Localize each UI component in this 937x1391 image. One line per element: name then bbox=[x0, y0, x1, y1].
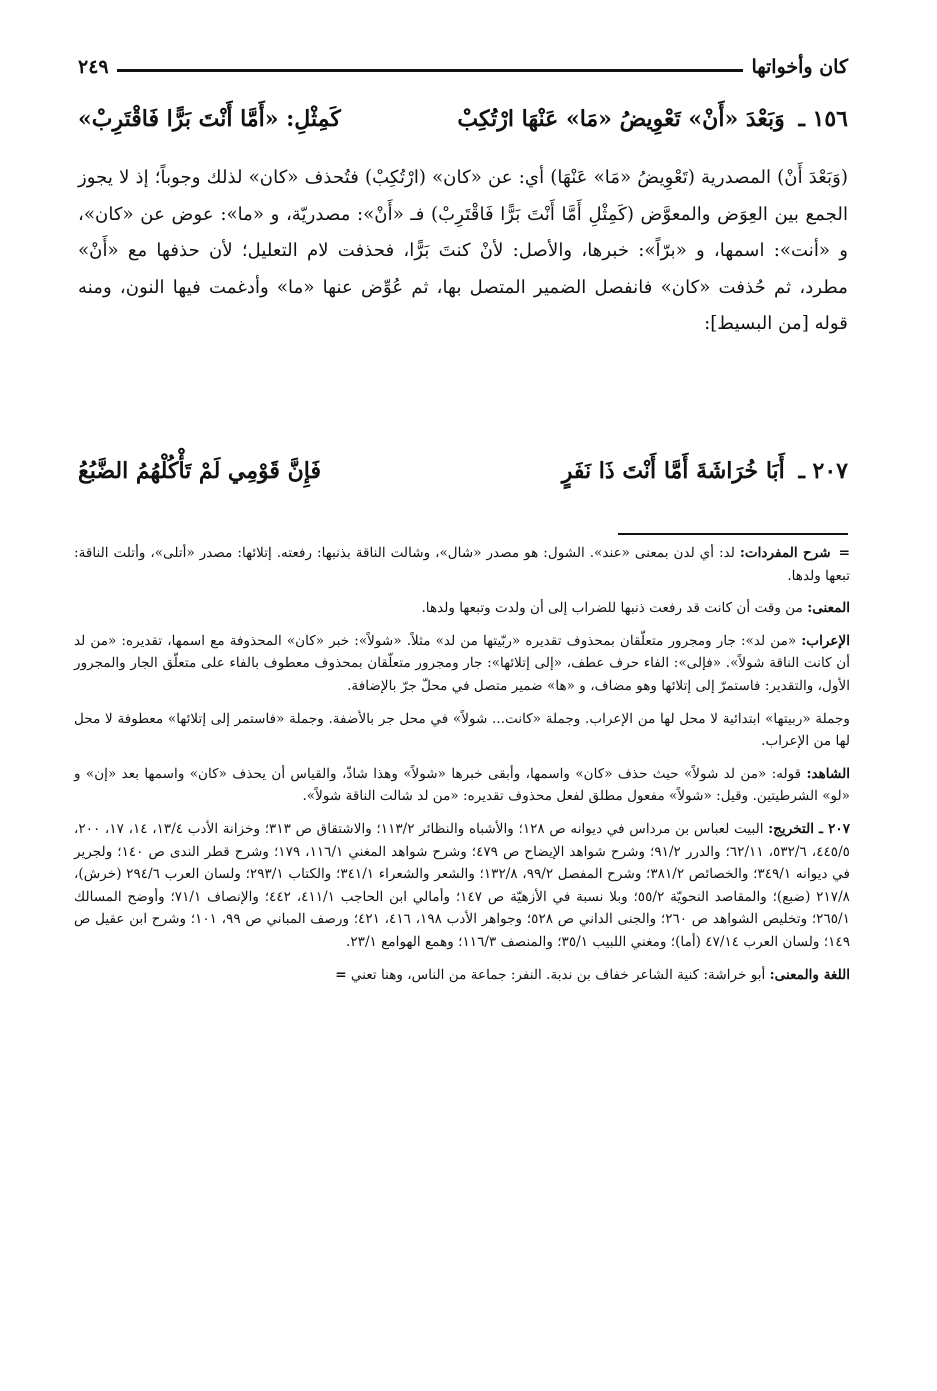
page-number: ٢٤٩ bbox=[78, 56, 109, 78]
footnote-text: «من لد»: جار ومجرور متعلّقان بمحذوف تقديره «ربّيتها من لد» مثلاً. «شولاً»: خبر «كان» المحذوفة مع اسمها، تقديره: «من لد أن كانت الناقة شولاً». «فإلى»: الفاء حرف عطف، «إلى إتلائها»: جار ومجرور متعلّقان بمحذوف معطوف بالفاء على متعلّق الجار والمجرور الأول، والتقدير: فاستمرّ إلى إتلائها وهو مضاف، و «ها» ضمير متصل في محلّ جرّ بالإضافة. bbox=[74, 632, 850, 694]
footnote-label: ٢٠٧ ـ التخريج: bbox=[768, 820, 850, 837]
footnote-parsing bbox=[74, 630, 850, 698]
footnote-label: الشاهد: bbox=[806, 765, 850, 782]
verse-number: ١٥٦ ـ bbox=[798, 106, 848, 132]
commentary-text bbox=[78, 160, 848, 343]
footnote-text: لد: أي لدن بمعنى «عند». الشول: هو مصدر «شال»، وشالت الناقة بذنبها: رفعته. إتلائها: مصدر «أتلى»، وأتلت الناقة: تبعها ولدها. bbox=[74, 545, 850, 584]
chapter-title: كان وأخواتها bbox=[751, 56, 848, 78]
footnote-label: اللغة والمعنى: bbox=[769, 966, 850, 983]
verse-first-hemistich bbox=[457, 106, 848, 132]
verse-first-hemistich-text: وَبَعْدَ «أَنْ» تَعْوِيضُ «مَا» عَنْهَا ارْتُكِبْ bbox=[457, 106, 785, 132]
footnote-text: وجملة «ربيتها» ابتدائية لا محل لها من الإعراب. وجملة «كانت... شولاً» في محل جر بالأضفة. وجملة «فاستمر إلى إتلائها» معطوفة لا محل لها من الإعراب. bbox=[74, 710, 850, 750]
verse-number: ٢٠٧ ـ bbox=[798, 458, 848, 484]
footnote-sources bbox=[74, 818, 850, 954]
verse-first-hemistich-text: أَبَا خُرَاشَةَ أَمَّا أَنْتَ ذَا نَفَرٍ bbox=[561, 458, 785, 484]
footnote-text: من وقت أن كانت قد رفعت ذنبها للضراب إلى أن ولدت وتبعها ولدها. bbox=[421, 600, 803, 617]
footnote-label: المعنى: bbox=[807, 600, 850, 617]
footnote-evidence bbox=[74, 763, 850, 808]
verse-first-hemistich bbox=[562, 458, 848, 484]
footnote-text: قوله: «من لد شولاً» حيث حذف «كان» واسمها، وأبقى خبرها «شولاً» وهذا شاذّ، والقياس أن يحذف «كان» واسمها بعد «إن» و «لو» الشرطيتين. وقيل: «شولاً» مفعول مطلق لفعل محذوف تقديره: «من لد شالت الناقة شولاً». bbox=[74, 765, 850, 805]
footnote-text: البيت لعباس بن مرداس في ديوانه ص ١٢٨؛ والأشباه والنظائر ١١٣/٢؛ والاشتقاق ص ٣١٣؛ وخزانة الأدب ١٣/٤، ١٤، ١٧، ٢٠٠، ٤٤٥/٥، ٥٣٢/٦، ٦٢/١١؛ والدرر ٩١/٢؛ وشرح شواهد الإيضاح ص ٤٧٩؛ وشرح شواهد المغني ١١٦/١، ١٧٩؛ وشرح قطر الندى ص ١٤٠؛ ولجرير في ديوانه ٣٤٩/١؛ والخصائص ٣٨١/٢؛ وشرح المفصل ٩٩/٢، ١٣٢/٨؛ والشعر والشعراء ٣٤١/١؛ والكتاب ٢٩٣/١؛ ولسان العرب ٢٩٤/٦ (خرش)، ٢١٧/٨ (ضبع)؛ والمقاصد النحويّة ٥٥/٢؛ وبلا نسبة في الأزهيّة ص ١٤٧؛ وأمالي ابن الحاجب ٤١١/١، ٤٤٢؛ والإنصاف ٧١/١؛ وأوضح المسالك ٢٦٥/١؛ وتخليص الشواهد ص ٢٦٠؛ والجنى الداني ص ٥٢٨؛ وجواهر الأدب ١٩٨، ٤١٦، ٤٢١؛ ورصف المباني ص ٩٩، ١٠١؛ وشرح ابن عقيل ص ١٤٩؛ ولسان العرب ٤٧/١٤ (أما)؛ ومغني اللبيب ٣٥/١؛ والمنصف ١١٦/٣؛ وهمع الهوامع ٢٣/١. bbox=[74, 820, 850, 950]
verse-156 bbox=[78, 106, 848, 132]
verse-207 bbox=[78, 458, 848, 484]
footnote-label: الإعراب: bbox=[801, 632, 851, 649]
verse-second-hemistich: كَمِثْلِ: «أَمَّا أَنْتَ بَرًّا فَاقْتَرِبْ» bbox=[78, 106, 341, 132]
continuation-marker: = bbox=[335, 966, 347, 983]
continuation-marker: = bbox=[838, 545, 851, 561]
verse-second-hemistich: فَإِنَّ قَوْمِي لَمْ تَأْكُلْهُمُ الضَّبُعُ bbox=[78, 458, 321, 484]
footnote-text: أبو خراشة: كنية الشاعر خفاف بن ندبة. النفر: جماعة من الناس، وهنا تعني bbox=[350, 966, 766, 983]
header-rule bbox=[117, 69, 744, 72]
commentary-paragraph: (وَبَعْدَ أَنْ) المصدرية (تَعْوِيضُ «مَا» عَنْهَا) أي: عن «كان» (ارْتُكِبْ) فتُحذف «كان» لذلك وجوباً؛ إذ لا يجوز الجمع بين العِوَض والمعوَّض (كَمِثْلِ أَمَّا أَنْتَ بَرًّا فَاقْتَرِبْ) فـ «أَنْ»: مصدريّة، و «ما»: عوض عن «كان»، و «أنت»: اسمها، و «برّاً»: خبرها، والأصل: لأنْ كنتَ بَرًّا، فحذفت لام التعليل؛ لأن حذفها مع «أَنْ» مطرد، ثم حُذفت «كان» فانفصل الضمير المتصل بها، ثم عُوِّض عنها «ما» وأدغمت فيها النون، ومنه قوله [من البسيط]: bbox=[78, 167, 848, 334]
running-header bbox=[78, 38, 848, 78]
footnote-sentences bbox=[74, 708, 850, 753]
footnote-meaning bbox=[74, 597, 850, 620]
footnote-language bbox=[74, 964, 850, 987]
footnotes bbox=[74, 542, 850, 996]
footnote-separator bbox=[618, 533, 848, 535]
footnote-vocabulary bbox=[74, 542, 850, 587]
footnote-label: شرح المفردات: bbox=[739, 545, 831, 561]
